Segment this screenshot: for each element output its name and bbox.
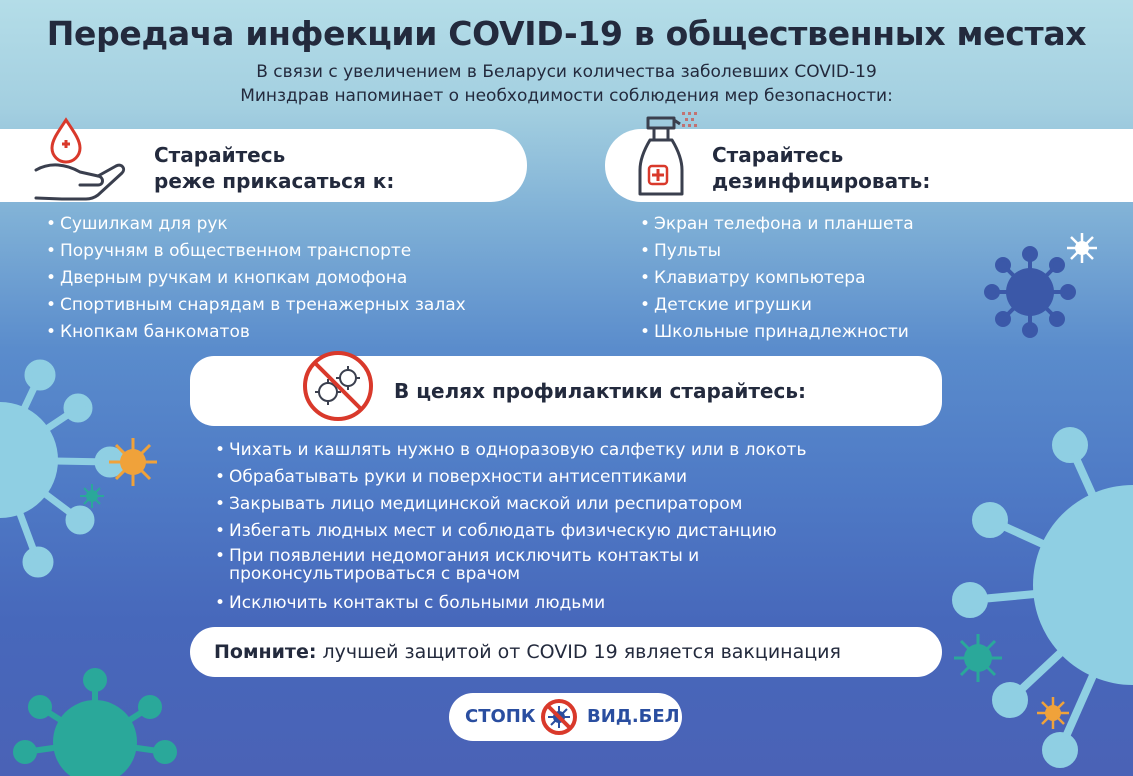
list-item: • Обрабатывать руки и поверхности антисептиками <box>215 466 806 493</box>
disinfect-heading <box>712 142 930 194</box>
remember-message: лучшей защитой от COVID 19 является вакцинация <box>316 641 841 663</box>
disinfect-list <box>640 213 914 348</box>
list-item: • Дверным ручкам и кнопкам домофона <box>46 267 466 294</box>
disinfect-heading-line-2: дезинфицировать: <box>712 169 931 193</box>
list-item: • Чихать и кашлять нужно в одноразовую салфетку или в локоть <box>215 439 806 466</box>
list-item: • Поручням в общественном транспорте <box>46 240 466 267</box>
list-item: • Кнопкам банкоматов <box>46 321 466 348</box>
list-item: • Спортивным снарядам в тренажерных залах <box>46 294 466 321</box>
subtitle-line-1: В связи с увеличением в Беларуси количества заболевших COVID-19 <box>256 62 877 82</box>
logo-text-part-1: СТОПК <box>465 706 536 727</box>
remember-label: Помните: <box>214 641 317 663</box>
prevention-list <box>215 439 806 619</box>
list-item: • Пульты <box>640 240 914 267</box>
touch-less-heading-line-2: реже прикасаться к: <box>154 169 395 193</box>
page-title: Передача инфекции COVID-19 в общественных местах <box>46 14 1087 53</box>
stopkovid-logo[interactable] <box>449 693 682 741</box>
virus-orange-right-icon <box>1037 697 1069 729</box>
touch-less-list <box>46 213 466 348</box>
touch-less-heading <box>154 142 394 194</box>
virus-white-small-icon <box>1067 233 1097 263</box>
subtitle-line-2: Минздрав напоминает о необходимости соблюдения мер безопасности: <box>240 86 893 106</box>
touch-less-heading-line-1: Старайтесь <box>154 143 286 167</box>
list-item: • Исключить контакты с больными людьми <box>215 592 806 619</box>
list-item: • Клавиатру компьютера <box>640 267 914 294</box>
list-item: • Детские игрушки <box>640 294 914 321</box>
virus-dark-right-icon <box>986 248 1074 336</box>
prevention-heading: В целях профилактики старайтесь: <box>394 379 806 403</box>
logo-text-part-2: ВИД.БЕЛ <box>587 706 680 727</box>
virus-teal-right-icon <box>954 634 1002 682</box>
no-virus-logo-icon <box>539 697 579 737</box>
virus-teal-left-icon <box>80 484 104 508</box>
list-item: • Избегать людных мест и соблюдать физическую дистанцию <box>215 520 806 547</box>
spray-bottle-icon <box>630 108 702 200</box>
virus-orange-left-icon <box>109 438 157 486</box>
remember-text <box>214 641 841 663</box>
list-item: • Школьные принадлежности <box>640 321 914 348</box>
list-item: • Сушилкам для рук <box>46 213 466 240</box>
list-item: • Экран телефона и планшета <box>640 213 914 240</box>
virus-teal-bottom-left-icon <box>16 671 174 776</box>
no-virus-icon <box>300 348 376 424</box>
list-item: • При появлении недомогания исключить контакты и проконсультироваться с врачом <box>215 547 789 592</box>
disinfect-heading-line-1: Старайтесь <box>712 143 844 167</box>
hand-drop-icon <box>32 114 128 204</box>
list-item: • Закрывать лицо медицинской маской или респиратором <box>215 493 806 520</box>
virus-large-left-icon <box>0 363 122 574</box>
